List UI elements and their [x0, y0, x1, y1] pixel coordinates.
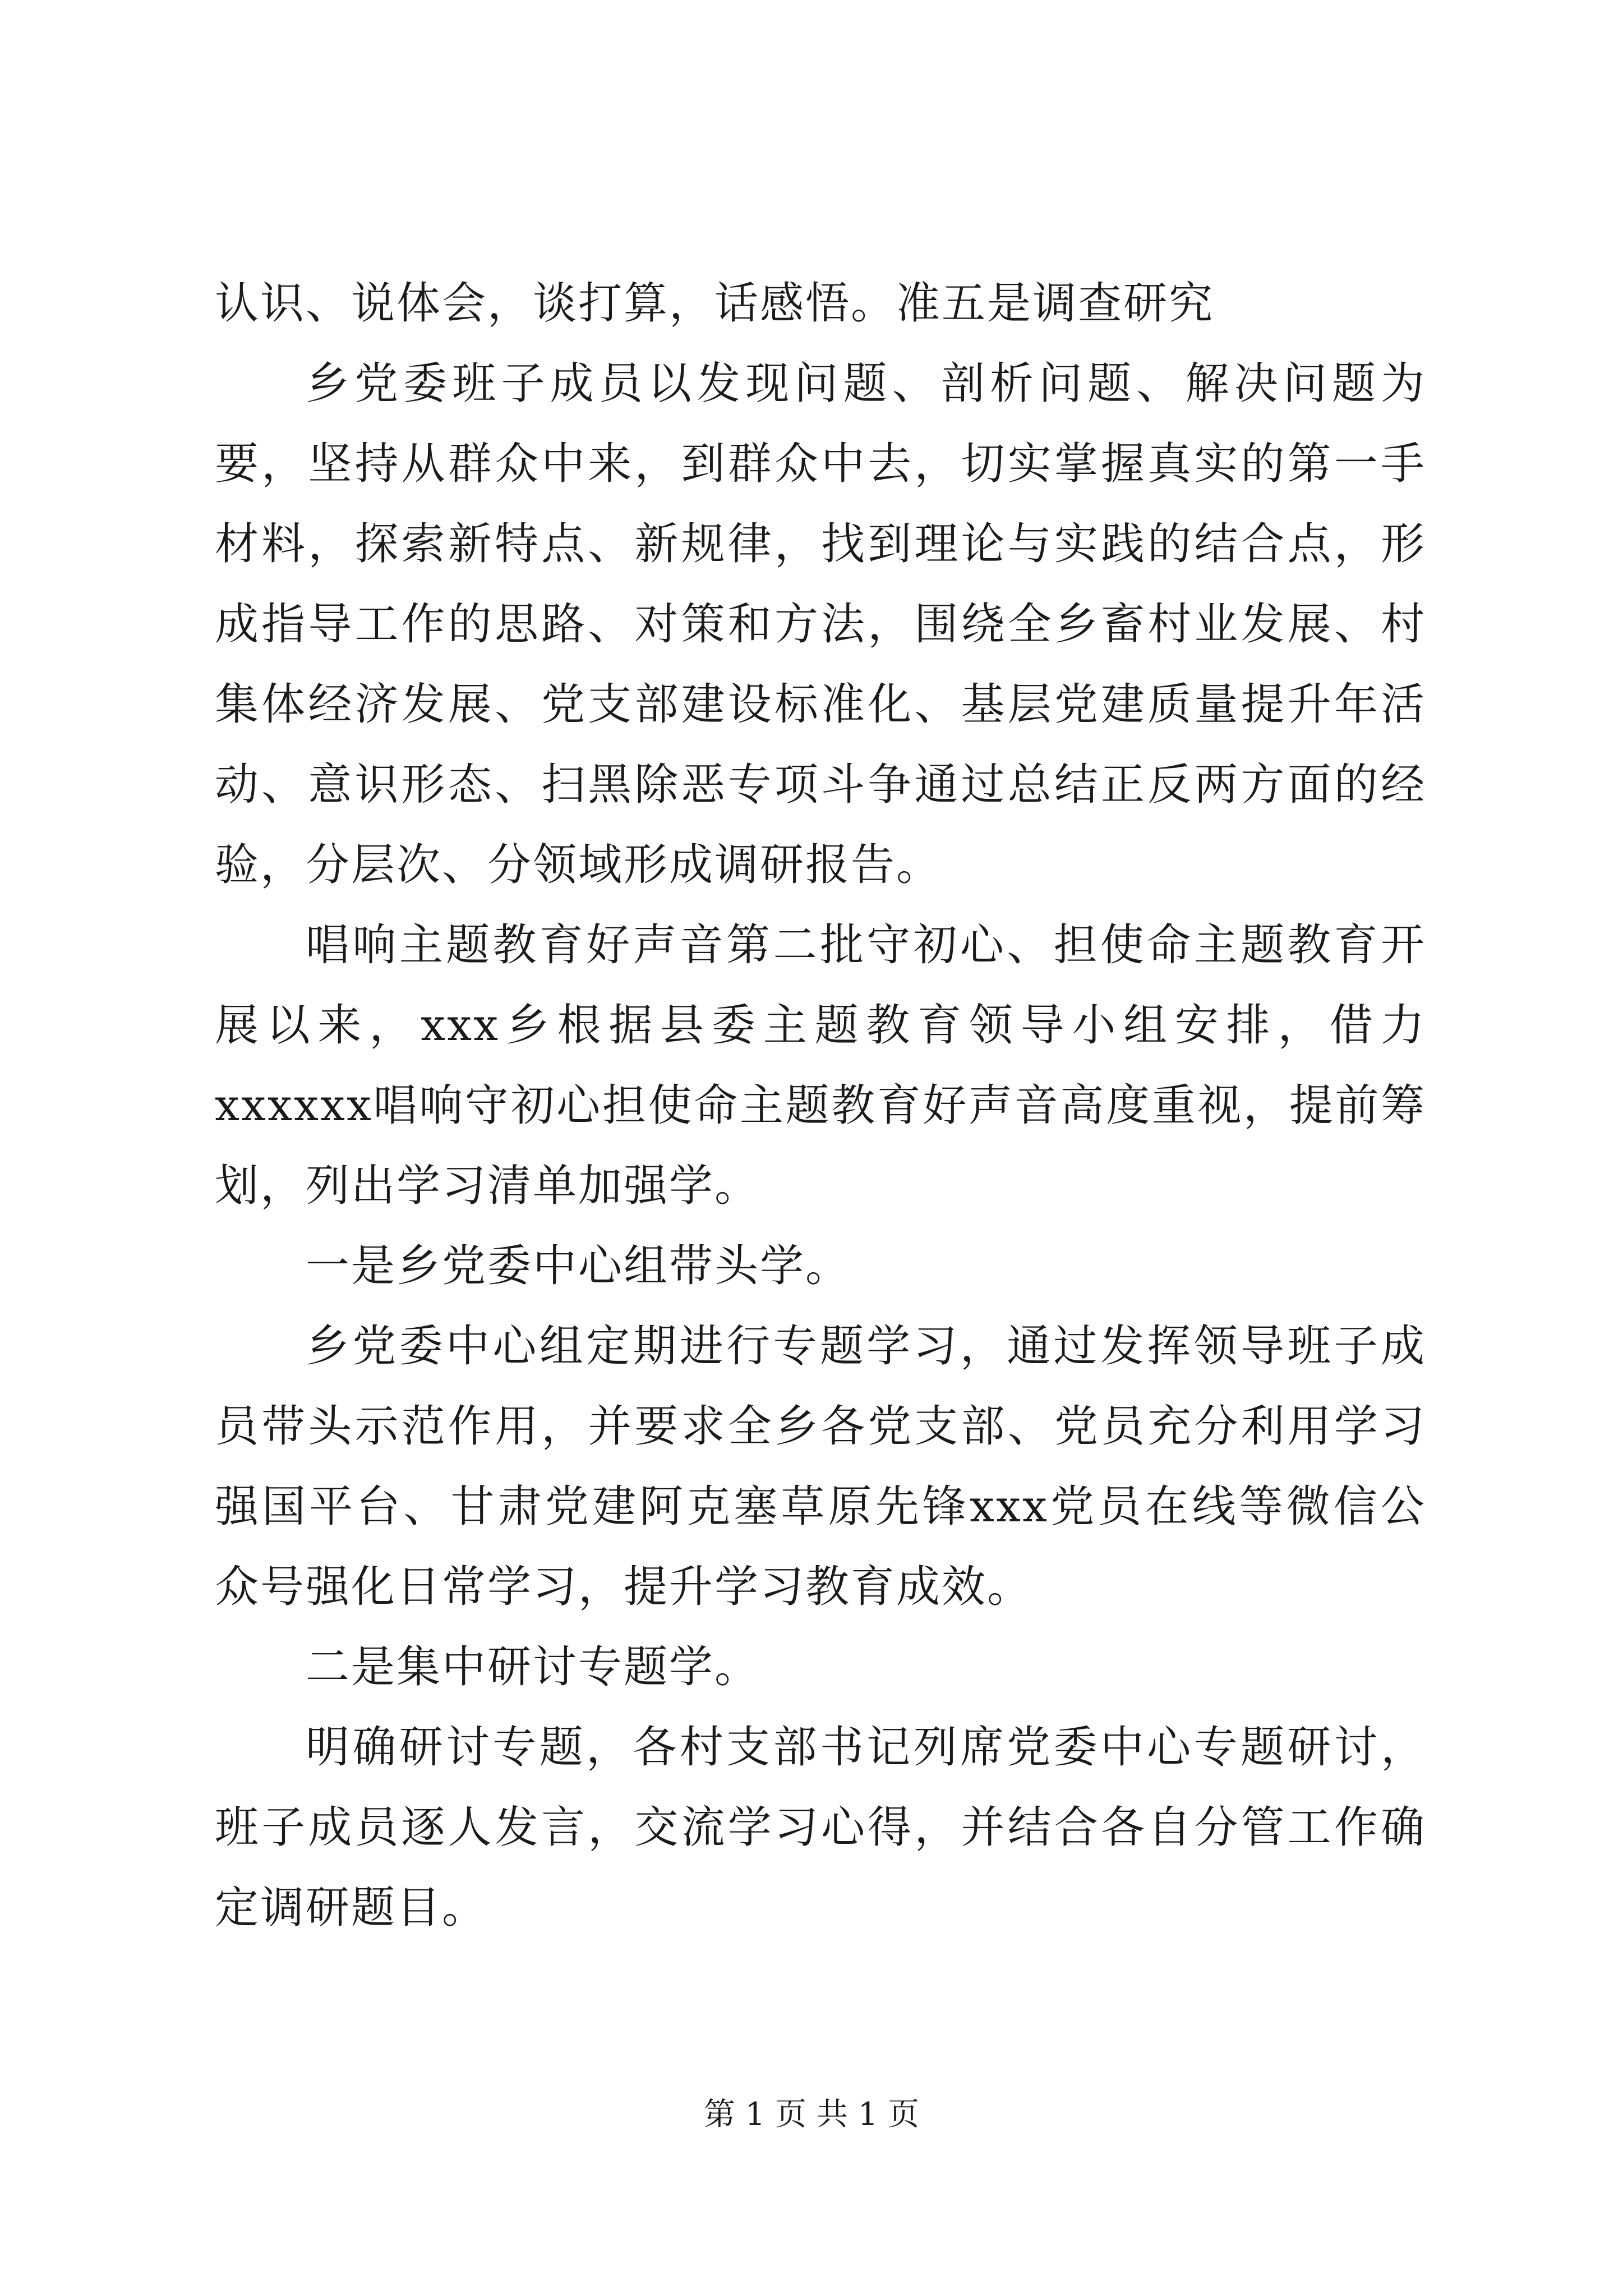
paragraph-theme-education: 唱响主题教育好声音第二批守初心、担使命主题教育开展以来，xxx乡根据县委主题教育领导小组安排，借力xxxxxx唱响守初心担使命主题教育好声音高度重视，提前筹划，列出学习清单加强学。 — [215, 920, 1426, 1211]
paragraph-central-group: 乡党委中心组定期进行专题学习，通过发挥领导班子成员带头示范作用，并要求全乡各党支部、党员充分利用学习强国平台、甘肃党建阿克塞草原先锋xxx党员在线等微信公众号强化日常学习，提升学习教育成效。 — [215, 1321, 1426, 1612]
page-footer: 第 1 页 共 1 页 — [703, 2096, 920, 2133]
document-body — [215, 264, 1426, 1948]
paragraph-research: 乡党委班子成员以发现问题、剖析问题、解决问题为要，坚持从群众中来，到群众中去，切实掌握真实的第一手材料，探索新特点、新规律，找到理论与实践的结合点，形成指导工作的思路、对策和方法，围绕全乡畜村业发展、村集体经济发展、党支部建设标准化、基层党建质量提升年活动、意识形态、扫黑除恶专项斗争通过总结正反两方面的经验，分层次、分领域形成调研报告。 — [215, 358, 1426, 890]
paragraph-heading-one: 一是乡党委中心组带头学。 — [306, 1241, 851, 1291]
paragraph-continuation: 认识、说体会，谈打算，话感悟。准五是调查研究 — [215, 278, 1215, 329]
paragraph-heading-two: 二是集中研讨专题学。 — [306, 1642, 760, 1692]
paragraph-seminar: 明确研讨专题，各村支部书记列席党委中心专题研讨，班子成员逐人发言，交流学习心得，并结合各自分管工作确定调研题目。 — [215, 1722, 1426, 1933]
